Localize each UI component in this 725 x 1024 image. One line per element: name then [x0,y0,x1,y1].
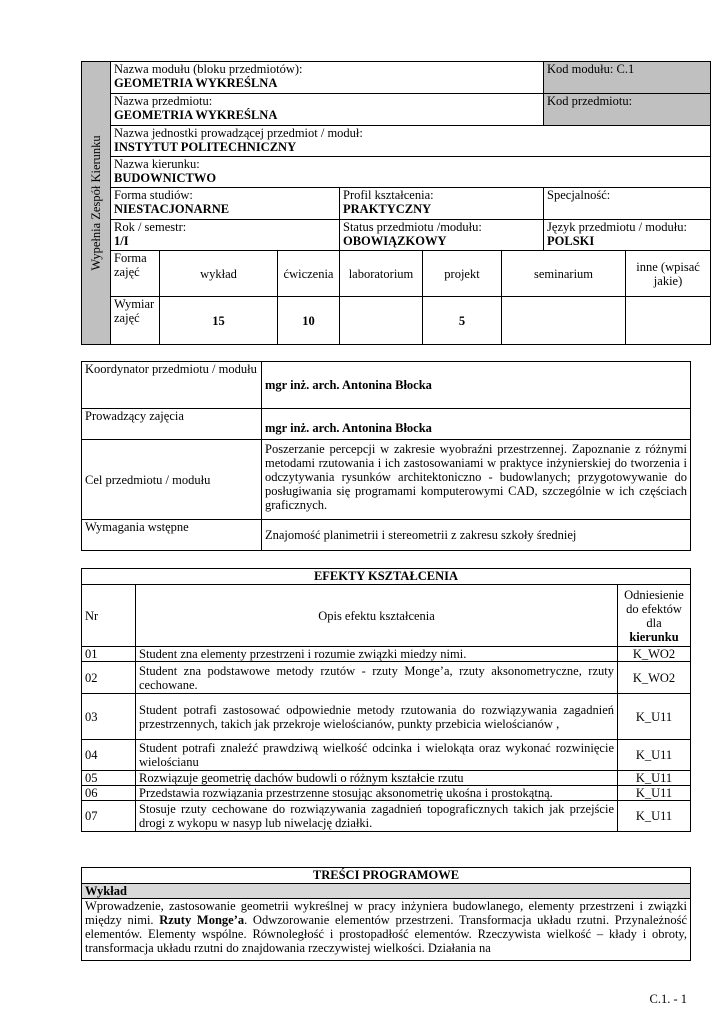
effect-ref: K_U11 [618,801,691,832]
specialty-label: Specjalność: [547,188,611,202]
coordinator: mgr inż. arch. Antonina Błocka [262,362,691,409]
field: BUDOWNICTWO [114,171,217,185]
lecture-text-bold: Rzuty Monge’a [159,913,245,927]
effect-ref: K_U11 [618,694,691,740]
requirements-label: Wymagania wstępne [82,520,262,551]
effect-desc: Student zna podstawowe metody rzutów - rzuty Monge’a, rzuty aksonometryczne, rzuty cechowane. [136,662,618,694]
subject-name-label: Nazwa przedmiotu: [114,94,213,108]
info-table [81,361,691,551]
teacher: mgr inż. arch. Antonina Błocka [262,409,691,440]
module-code: Kod modułu: C.1 [544,62,711,94]
lecture-text-a: Wprowadzenie, zastosowanie geometrii wykreślnej w pracy inżyniera budowlanego, elementy przestrzeni i związki między nimi. [85,899,687,927]
effect-ref: K_WO2 [618,647,691,662]
goal-label: Cel przedmiotu / modułu [82,440,262,520]
field-label: Nazwa kierunku: [114,157,200,171]
teacher-label: Prowadzący zajęcia [82,409,262,440]
effect-nr: 04 [82,740,136,771]
effect-desc: Przedstawia rozwiązania przestrzenne stosując aksonometrię ukośna i prostokątną. [136,786,618,801]
lecture-content [82,899,691,961]
language: POLSKI [547,234,595,248]
class-form-exercises: ćwiczenia [278,251,340,297]
hours-lab [340,297,423,345]
effect-desc: Student zna elementy przestrzeni i rozumie związki miedzy nimi. [136,647,618,662]
requirements: Znajomość planimetrii i stereometrii z zakresu szkoły średniej [262,520,691,551]
class-form-lecture: wykład [160,251,278,297]
coordinator-label: Koordynator przedmiotu / modułu [82,362,262,409]
goal: Poszerzanie percepcji w zakresie wyobraźni przestrzennej. Zapoznanie z różnymi metodami rzutowania i ich zastosowaniami w praktyce inżynierskiej do tworzenia i odczytywania rysunków architektoniczno - budowlanych; przygotowywanie do posługiwania się programami komputerowymi CAD, szczególnie w ich częściach graficznych. [262,440,691,520]
language-label: Język przedmiotu / modułu: [547,220,687,234]
unit-label: Nazwa jednostki prowadzącej przedmiot / moduł: [114,126,363,140]
effect-nr: 05 [82,771,136,786]
profile-label: Profil kształcenia: [343,188,434,202]
hours-other [626,297,711,345]
hours-seminar [502,297,626,345]
effect-nr: 02 [82,662,136,694]
module-name: GEOMETRIA WYKREŚLNA [114,76,278,90]
effect-ref: K_U11 [618,740,691,771]
effect-ref: K_U11 [618,771,691,786]
module-table [81,61,711,345]
study-form-label: Forma studiów: [114,188,193,202]
class-form-project: projekt [423,251,502,297]
effect-desc: Rozwiązuje geometrię dachów budowli o różnym kształcie rzutu [136,771,618,786]
hours-label: Wymiar zajęć [111,297,160,345]
page-number: C.1. - 1 [649,992,687,1006]
effects-col-ref: Odniesienie do efektów dla [624,587,684,630]
effects-title: EFEKTY KSZTAŁCENIA [82,569,691,585]
effects-table [81,568,691,832]
module-name-label: Nazwa modułu (bloku przedmiotów): [114,62,303,76]
effect-nr: 01 [82,647,136,662]
hours-project: 5 [423,297,502,345]
class-form-lab: laboratorium [340,251,423,297]
year: 1/I [114,234,129,248]
effects-col-nr: Nr [82,585,136,647]
study-form: NIESTACJONARNE [114,202,230,216]
effects-col-desc: Opis efektu kształcenia [136,585,618,647]
status: OBOWIĄZKOWY [343,234,447,248]
status-label: Status przedmiotu /modułu: [343,220,482,234]
effect-ref: K_WO2 [618,662,691,694]
hours-lecture: 15 [160,297,278,345]
effect-desc: Student potrafi zastosować odpowiednie metody rzutowania do rozwiązywania zagadnień przestrzennych, takich jak przekroje wielościanów, punkty przebicia wielościanów , [136,694,618,740]
effect-desc: Stosuje rzuty cechowane do rozwiązywania zagadnień topograficznych takich jak przejście drogi z wykopu w nasyp lub niwelację działki. [136,801,618,832]
hours-exercises: 10 [278,297,340,345]
unit: INSTYTUT POLITECHNICZNY [114,140,297,154]
effect-nr: 03 [82,694,136,740]
program-title: TREŚCI PROGRAMOWE [82,868,691,884]
profile: PRAKTYCZNY [343,202,432,216]
effect-nr: 06 [82,786,136,801]
effect-ref: K_U11 [618,786,691,801]
subject-code: Kod przedmiotu: [544,94,711,126]
effect-desc: Student potrafi znaleźć prawdziwą wielkość odcinka i wielokąta oraz wykonać rozwinięcie wielościanu [136,740,618,771]
class-form-seminar: seminarium [502,251,626,297]
lecture-text-b: . Odwzorowanie elementów przestrzeni. Transformacja układu rzutni. Przynależność elementów. Elementy wspólne. Równoległość i prostopadłość elementów. Rzeczywista wielkość – kłady i obroty, transformacja układu rzutni do znajdowania rzeczywistej wielkości. Działania na [85,913,687,955]
year-label: Rok / semestr: [114,220,187,234]
program-table [81,867,691,961]
effects-col-ref-bold: kierunku [629,629,679,644]
lecture-label: Wykład [82,884,691,899]
class-form-other: inne (wpisać jakie) [626,251,711,297]
class-form-label: Forma zajęć [111,251,160,297]
effect-nr: 07 [82,801,136,832]
subject-name: GEOMETRIA WYKREŚLNA [114,108,278,122]
side-label: Wypełnia Zespół Kierunku [82,62,111,345]
